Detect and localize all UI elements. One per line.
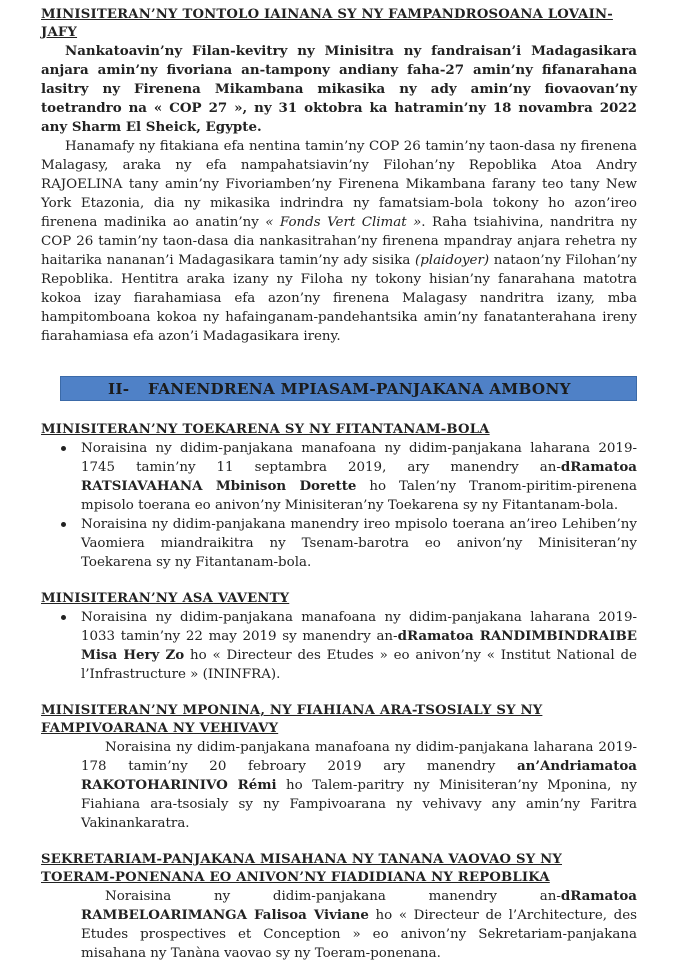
section-title: FANENDRENA MPIASAM-PANJAKANA AMBONY (148, 380, 571, 398)
appointee-name: an’Andriamatoa RAKOTOHARINIVO Rémi (81, 758, 637, 793)
list-item (41, 608, 637, 684)
plaidoyer-term: (plaidoyer) (415, 253, 490, 268)
section-number: II- (108, 380, 130, 398)
list-item (41, 515, 637, 572)
appointee-name: dRamatoa RANDIMBINDRAIBE Misa Hery Zo (81, 628, 637, 663)
item-text: Noraisina ny didim-panjakana manafoana ny didim-panjakana laharana 2019-178 tamin’ny 20 febroary 2019 ary manendry (81, 740, 637, 774)
appointee-name: dRamatoa RATSIAVAHANA Mbinison Dorette (81, 459, 637, 494)
fonds-vert-climat: « Fonds Vert Climat » (265, 215, 422, 230)
ministry-heading-economy: MINISITERAN’NY TOEKARENA SY NY FITANTANAM-BOLA (41, 422, 490, 437)
economy-list (41, 439, 637, 572)
ministry-heading-environment: MINISITERAN’NY TONTOLO IAINANA SY NY FAMPANDROSOANA LOVAIN-JAFY (41, 7, 613, 40)
item-text: Noraisina ny didim-panjakana manafoana ny didim-panjakana laharana 2019-1033 tamin’ny 22 may 2019 sy manendry an- (81, 610, 637, 644)
new-towns-paragraph (41, 887, 637, 963)
body-text-3: nataon’ny Filohan’ny Repoblika. Hentitra araka izany ny Filoha ny tokony hisian’ny fanarahana matotra kokoa izay fiarahamiasa efa azon’ny firenena Malagasy nandritra izany, mba hampitomboana kokoa ny hafainganam-pandehantsika amin’ny fanatanterahana ireny fiarahamiasa efa azon’i Madagasikara ireny. (41, 253, 637, 344)
item-text: Noraisina ny didim-panjakana manafoana ny didim-panjakana laharana 2019-1745 tamin’ny 11 septambra 2019, ary manendry an- (81, 441, 637, 475)
item-text: ho « Directeur de l’Architecture, des Etudes prospectives et Conception » eo anivon’ny Sekretariam-panjakana misahana ny Tanàna vaovao sy ny Toeram-ponenana. (81, 908, 637, 961)
ministry-heading-population: MINISITERAN’NY MPONINA, NY FIAHIANA ARA-TSOSIALY SY NY FAMPIVOARANA NY VEHIVAVY (41, 703, 543, 736)
ministry-heading-public-works: MINISITERAN’NY ASA VAVENTY (41, 591, 290, 606)
list-item (41, 439, 637, 515)
item-text: ho « Directeur des Etudes » eo anivon’ny « Institut National de l’Infrastructure » (ININFRA). (81, 648, 637, 682)
section-banner (60, 376, 637, 401)
document-page (41, 6, 637, 963)
item-text: Noraisina ny didim-panjakana manendry an- (105, 889, 561, 904)
public-works-list (41, 608, 637, 684)
item-text: Noraisina ny didim-panjakana manendry ireo mpisolo toerana an’ireo Lehiben’ny Vaomiera miandraikitra ny Tsenam-barotra eo anivon’ny Minisiteran’ny Toekarena sy ny Fitantanam-bola. (81, 517, 637, 570)
item-text: ho Talen’ny Tranom-piritim-pirenena mpisolo toerana eo anivon’ny Minisiteran’ny Toekarena sy ny Fitantanam-bola. (81, 479, 638, 513)
population-paragraph (41, 738, 637, 833)
secretariat-heading-new-towns: SEKRETARIAM-PANJAKANA MISAHANA NY TANANA VAOVAO SY NY TOERAM-PONENANA EO ANIVON’NY FIADIDIANA NY REPOBLIKA (41, 852, 562, 885)
item-text: ho Talem-paritry ny Minisiteran’ny Mponina, ny Fiahiana ara-tsosialy sy ny Fampivoarana ny vehivavy any amin’ny Faritra Vakinankaratra. (81, 778, 637, 831)
cop26-body-paragraph (41, 137, 637, 346)
body-text-1: Hanamafy ny fitakiana efa nentina tamin’ny COP 26 tamin’ny taon-dasa ny firenena Malagasy, araka ny efa nampahatsiavin’ny Filohan’ny Repoblika Atoa Andry RAJOELINA tany amin’ny Fivoriamben’ny Firenena Mikambana farany teo tany New York Etazonia, dia ny mikasika indrindra ny famatsiam-bola tokony ho azon’ireo firenena madinika ao anatin’ny (41, 139, 637, 230)
appointee-name: dRamatoa RAMBELOARIMANGA Falisoa Viviane (81, 888, 637, 923)
cop27-intro-paragraph: Nankatoavin’ny Filan-kevitry ny Minisitra ny fandraisan’i Madagasikara anjara amin’ny fivoriana an-tampony andiany faha-27 amin’ny fifanarahana lasitry ny Firenena Mikambana mikasika ny ady amin’ny fiovaovan’ny toetrandro na « COP 27 », ny 31 oktobra ka hatramin’ny 18 novambra 2022 any Sharm El Sheick, Egypte. (41, 43, 637, 135)
body-text-2: . Raha tsiahivina, nandritra ny COP 26 tamin’ny taon-dasa dia nankasitrahan’ny firenena mpandray anjara rehetra ny haitarika nananan’i Madagasikara tamin’ny ady sisika (41, 215, 637, 268)
